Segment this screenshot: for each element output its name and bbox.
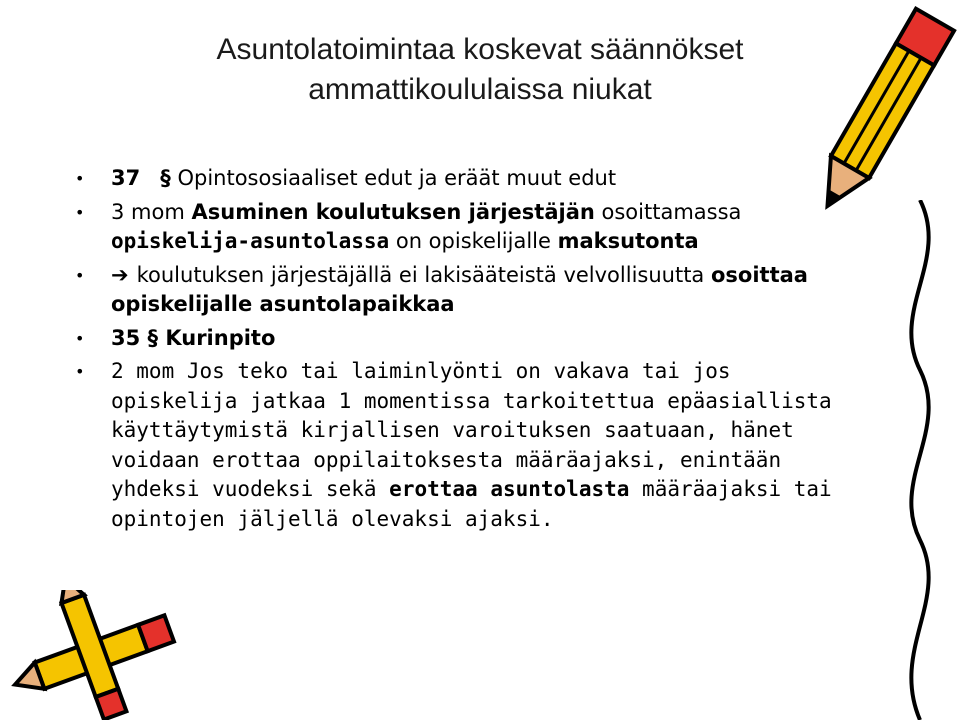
bullet-dot: • [75,362,85,381]
bullet-dot: • [75,265,85,285]
bullet-item-2-mom [75,357,865,534]
bullet-dot: • [75,328,85,348]
bullet-item-3-mom [75,198,865,257]
bold-text: maksutonta [557,229,699,253]
moment-label: 3 mom [111,199,185,224]
section-sign: § [160,166,171,190]
title-line-1: Asuntolatoimintaa koskevat säännökset [216,33,744,66]
bullet-item-35 [75,324,865,354]
plain-text: määräajaksi tai opintojen jäljellä olevaksi ajaksi. [111,477,832,531]
title-line-2: ammattikoululaissa niukat [308,73,652,106]
swirl-decoration [880,200,960,720]
bold-text: erottaa asuntolasta [389,477,630,501]
bold-mono-text: opiskelija-asuntolassa [111,229,390,253]
plain-text: koulutuksen järjestäjällä ei lakisääteistä velvollisuutta [136,262,705,287]
bullet-dot: • [75,169,85,188]
bullet-item-arrow [75,261,865,320]
plain-text: osoittamassa [601,199,742,224]
bullet-list [75,164,865,538]
pencil-icon [800,0,960,230]
pencils-icon [0,590,200,720]
section-heading: 35 § Kurinpito [111,325,276,350]
section-number: 37 [111,166,141,190]
plain-text: 2 mom Jos teko tai laiminlyönti on vakava tai jos opiskelija jatkaa 1 momentissa tarkoitettua epäasiallista käyttäytymistä kirjallisen varoituksen saatuaan, hänet voidaan erottaa oppilaitoksesta määräajaksi, enintään yhdeksi vuodeksi sekä [111,359,832,501]
section-heading: Opintososiaaliset edut ja eräät muut edut [177,166,617,190]
bold-text: osoittaa opiskelijalle asuntolapaikkaa [111,262,808,316]
arrow-right-icon: ➔ [111,262,129,287]
bullet-dot: • [75,202,85,222]
plain-text: on opiskelijalle [395,229,551,253]
bullet-item-37 [75,164,865,194]
bold-text: Asuminen koulutuksen järjestäjän [191,199,595,224]
slide-title [140,30,820,110]
